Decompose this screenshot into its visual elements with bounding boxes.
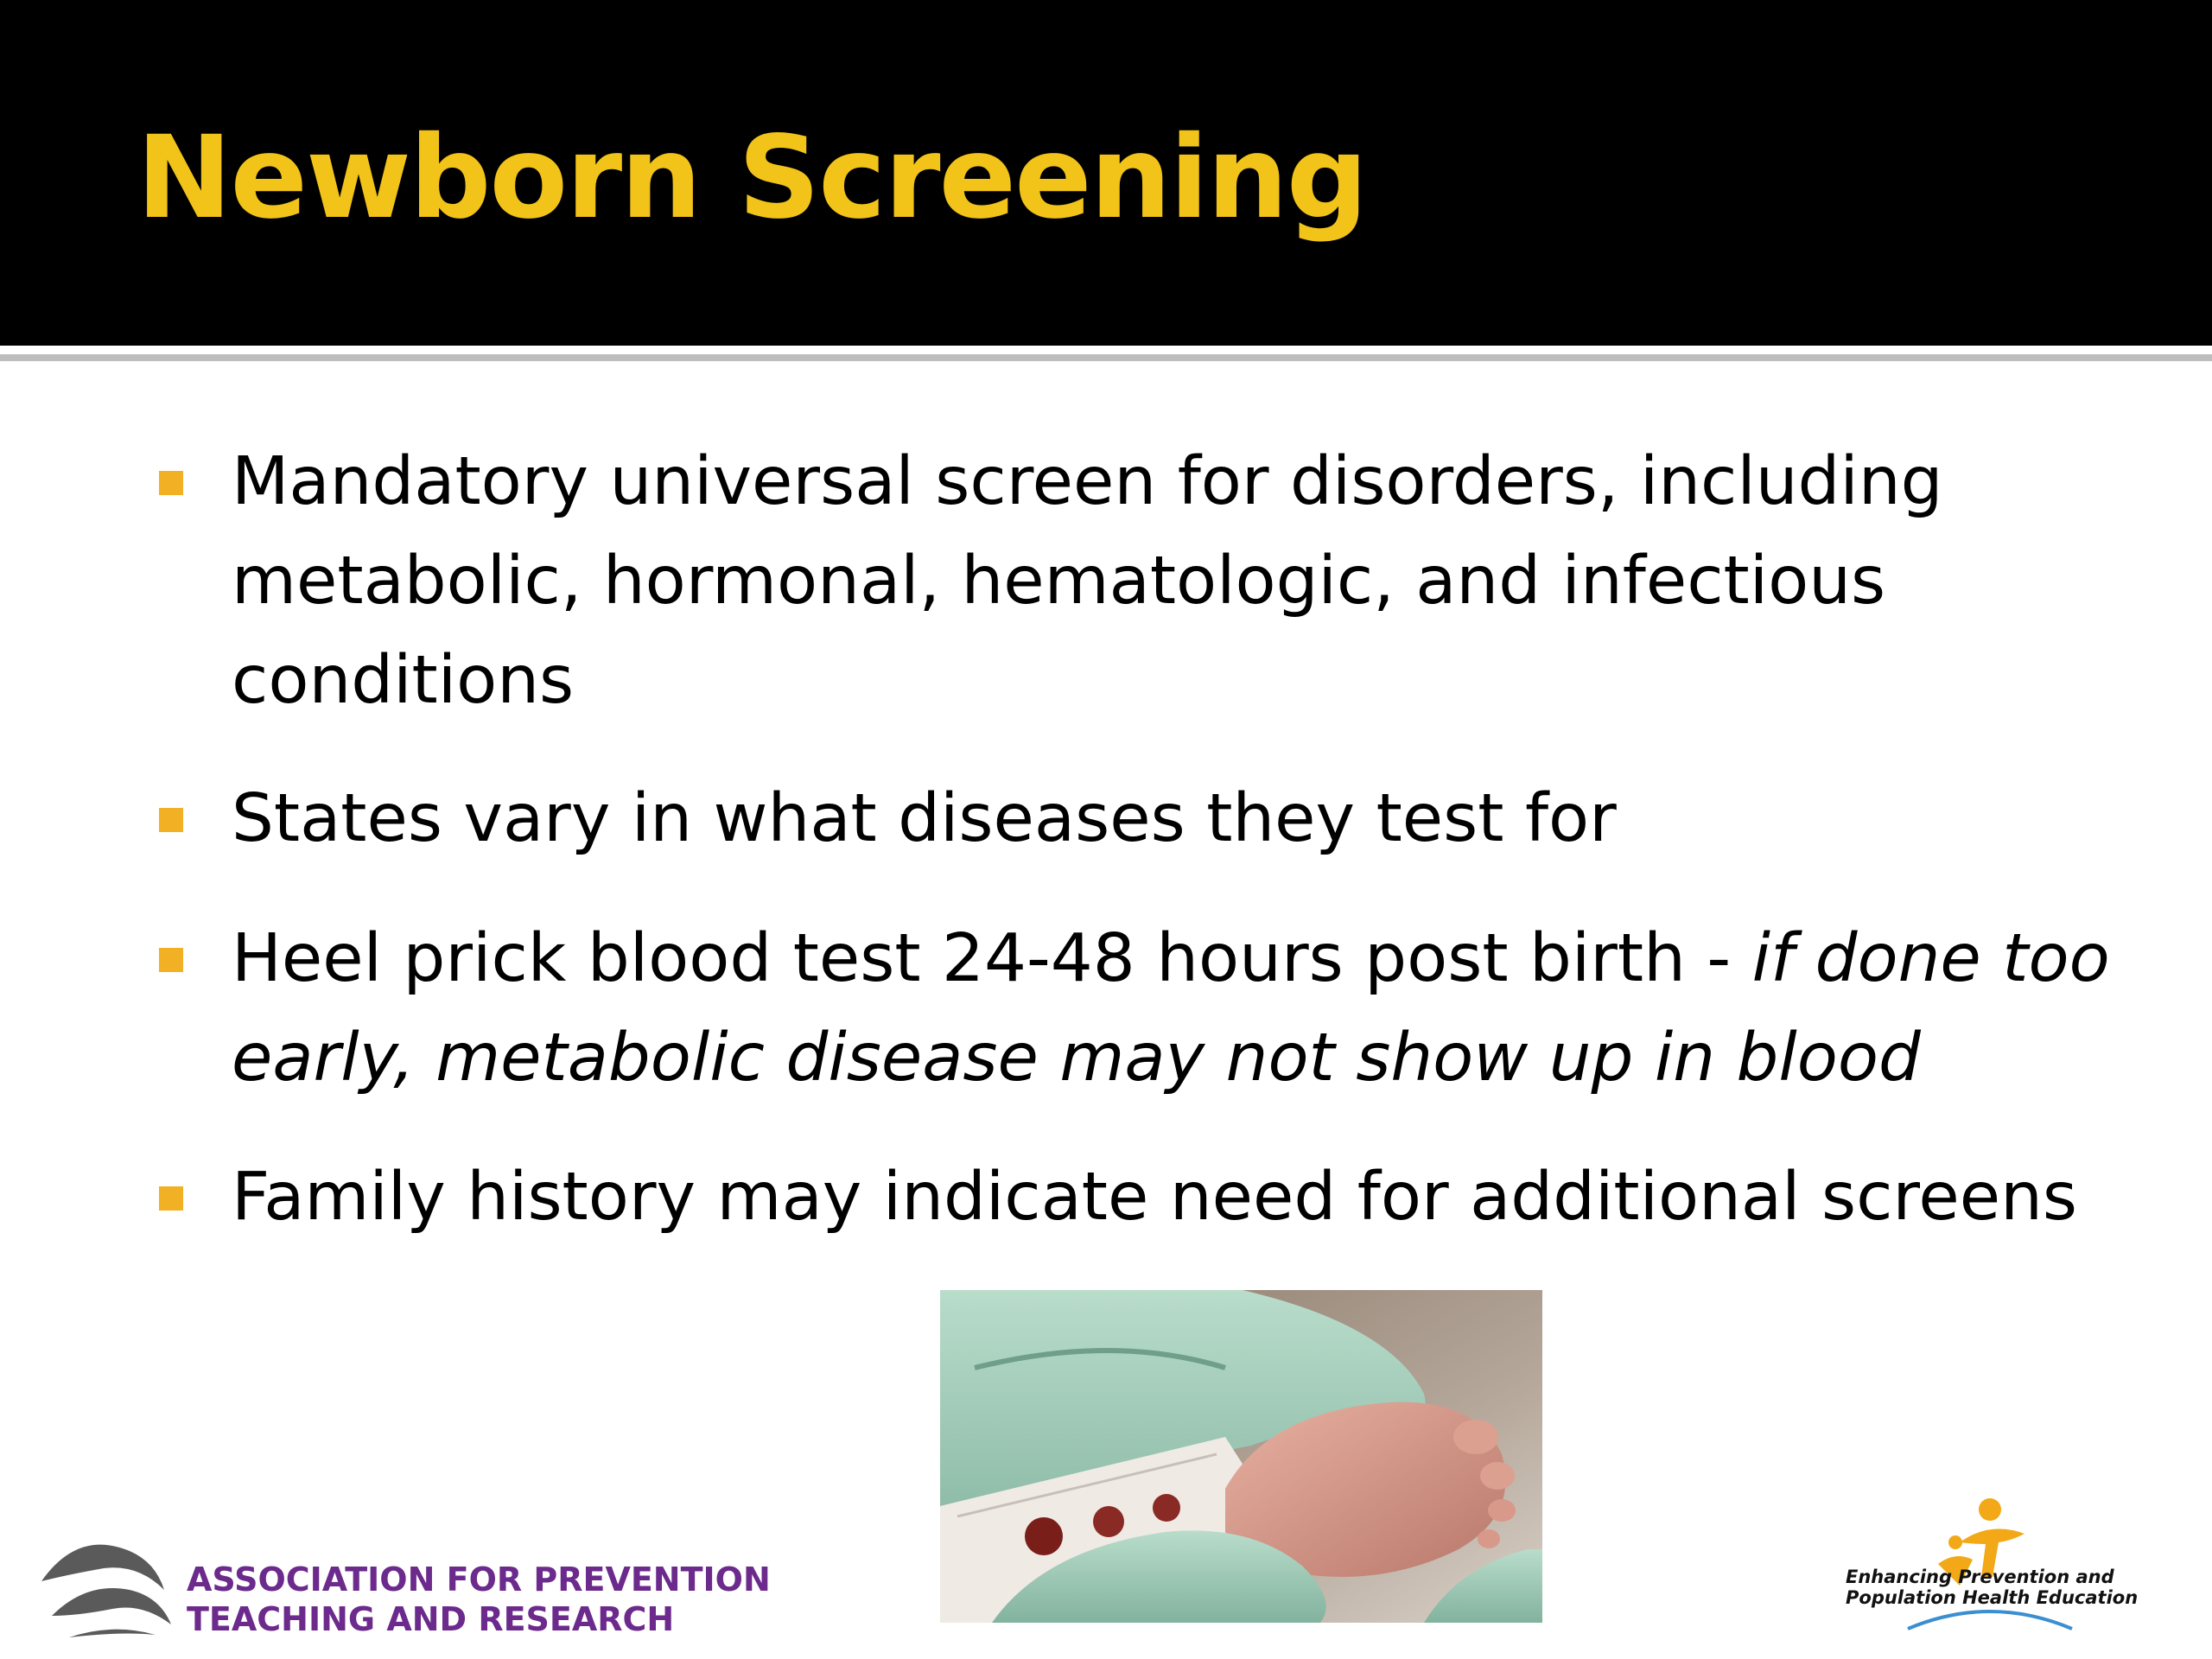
logo-tagline-2: Population Health Education: [1846, 1587, 2139, 1608]
bullet-item-3: [232, 909, 2133, 1108]
slide-title: Newborn Screening: [137, 111, 1367, 245]
heel-prick-illustration: [940, 1290, 1542, 1623]
bullet-line: [232, 1008, 2133, 1108]
bullet-text-italic: if done too: [1751, 920, 2110, 997]
bullet-line: States vary in what diseases they test for: [232, 780, 1617, 857]
title-divider: [0, 354, 2212, 361]
logo-tagline-1: Enhancing Prevention and: [1846, 1567, 2114, 1587]
bullet-marker: [159, 948, 183, 972]
logo-line-1: ASSOCIATION FOR PREVENTION: [187, 1560, 771, 1599]
figures-icon: [1839, 1491, 2141, 1637]
bullet-item-1: [232, 432, 2133, 730]
bullet-marker: [159, 1186, 183, 1211]
wave-icon: [35, 1529, 181, 1642]
title-bar: [0, 0, 2212, 346]
bullet-text-italic: early, metabolic disease may not show up in blood: [232, 1020, 1921, 1096]
bullet-marker: [159, 471, 183, 495]
bullet-line: conditions: [232, 642, 575, 719]
bullet-line: [232, 909, 2133, 1008]
bullet-line: metabolic, hormonal, hematologic, and infectious: [232, 543, 1886, 620]
bullet-line: Mandatory universal screen for disorders, including: [232, 443, 1943, 520]
bullet-item-2: [232, 769, 2133, 868]
bullet-line: Family history may indicate need for additional screens: [232, 1159, 2078, 1236]
prevention-education-logo: [1839, 1491, 2141, 1637]
logo-line-2: TEACHING AND RESEARCH: [187, 1600, 675, 1638]
bullet-item-4: [232, 1147, 2133, 1247]
aptr-logo: [35, 1525, 771, 1646]
bullet-text: Heel prick blood test 24-48 hours post birth -: [232, 920, 1752, 997]
heel-prick-photo: [940, 1290, 1542, 1623]
bullet-marker: [159, 808, 183, 832]
